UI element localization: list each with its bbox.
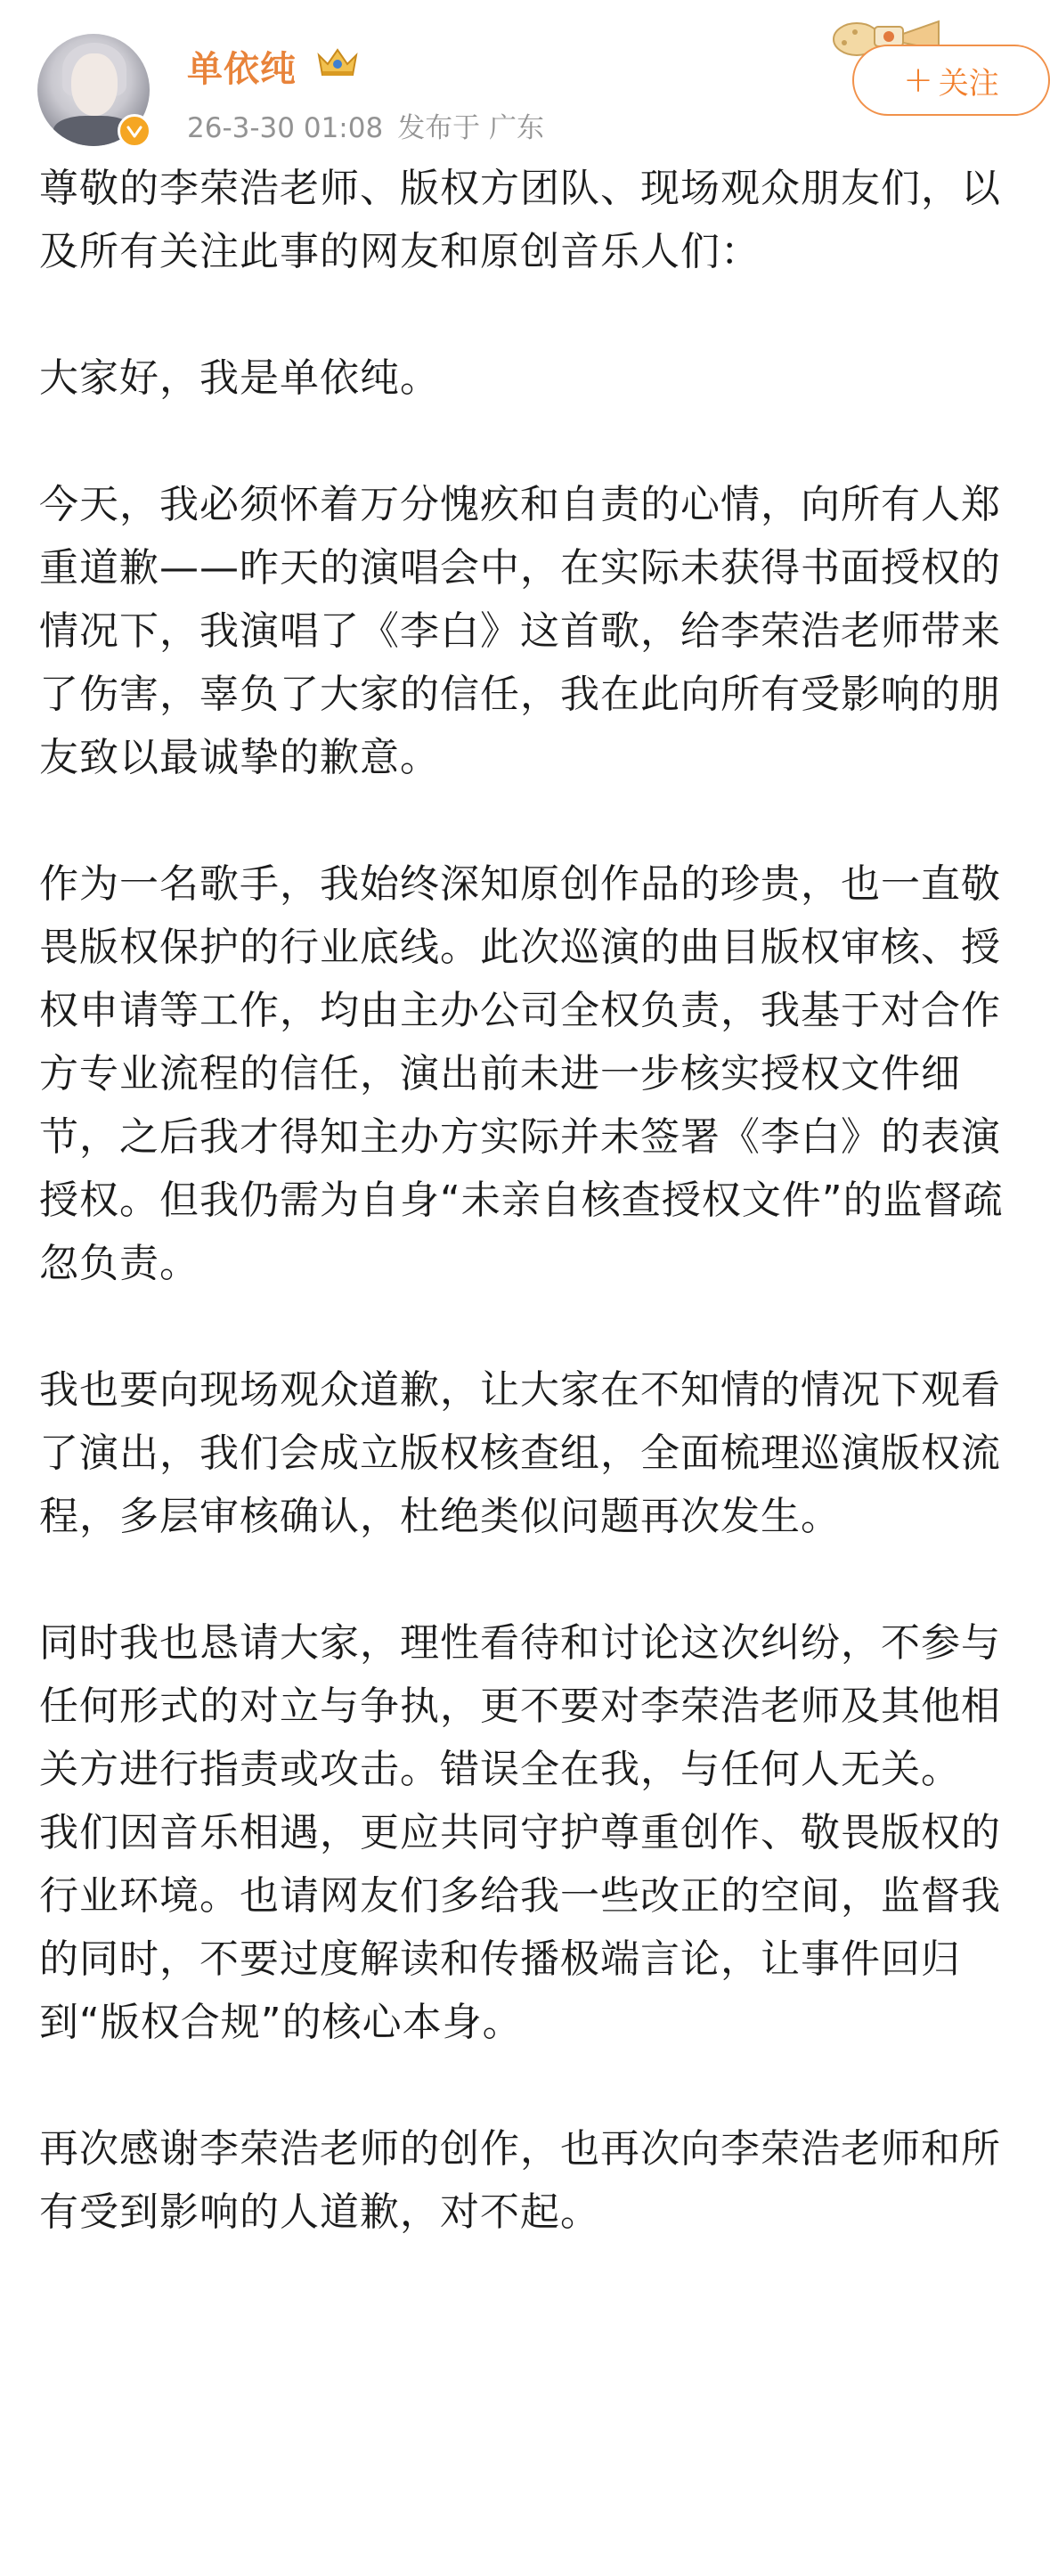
post-meta (187, 105, 544, 145)
follow-button[interactable] (852, 45, 1050, 116)
post-paragraph-environment: 我们因音乐相遇，更应共同守护尊重创作、敬畏版权的行业环境。也请网友们多给我一些改正的空间，监督我的同时，不要过度解读和传播极端言论，让事件回归到“版权合规”的核心本身。 (39, 1810, 1001, 2045)
post-paragraph-audience: 我也要向现场观众道歉，让大家在不知情的情况下观看了演出，我们会成立版权核查组，全面梳理巡演版权流程，多层审核确认，杜绝类似问题再次发生。 (39, 1367, 1001, 1539)
follow-label: 关注 (938, 65, 999, 102)
post-time: 26-3-30 01:08 (187, 112, 384, 144)
post-paragraph-request: 同时我也恳请大家，理性看待和讨论这次纠纷，不参与任何形式的对立与争执，更不要对李荣浩老师及其他相关方进行指责或攻击。错误全在我，与任何人无关。 (39, 1620, 1001, 1792)
plus-icon: + (903, 60, 933, 101)
verified-badge-icon (118, 114, 151, 148)
avatar-face (71, 53, 118, 116)
post-header (0, 0, 1050, 151)
username[interactable]: 单依纯 (187, 49, 297, 90)
post-paragraph-closing: 再次感谢李荣浩老师的创作，也再次向李荣浩老师和所有受到影响的人道歉，对不起。 (39, 2126, 1001, 2235)
post-region: 发布于 广东 (397, 112, 545, 144)
crown-badge-icon (315, 45, 360, 80)
post-paragraph-intro: 大家好，我是单依纯。 (39, 355, 440, 401)
post-body (39, 157, 1019, 2244)
post-paragraph-explanation: 作为一名歌手，我始终深知原创作品的珍贵，也一直敬畏版权保护的行业底线。此次巡演的曲目版权审核、授权申请等工作，均由主办公司全权负责，我基于对合作方专业流程的信任，演出前未进一步核实授权文件细节，之后我才得知主办方实际并未签署《李白》的表演授权。但我仍需为自身“未亲自核查授权文件”的监督疏忽负责。 (39, 861, 1004, 1286)
post-paragraph-apology: 今天，我必须怀着万分愧疚和自责的心情，向所有人郑重道歉——昨天的演唱会中，在实际未获得书面授权的情况下，我演唱了《李白》这首歌，给李荣浩老师带来了伤害，辜负了大家的信任，我在此向所有受影响的朋友致以最诚挚的歉意。 (39, 482, 1001, 780)
post-paragraph-greeting: 尊敬的李荣浩老师、版权方团队、现场观众朋友们，以及所有关注此事的网友和原创音乐人们： (39, 166, 1001, 274)
